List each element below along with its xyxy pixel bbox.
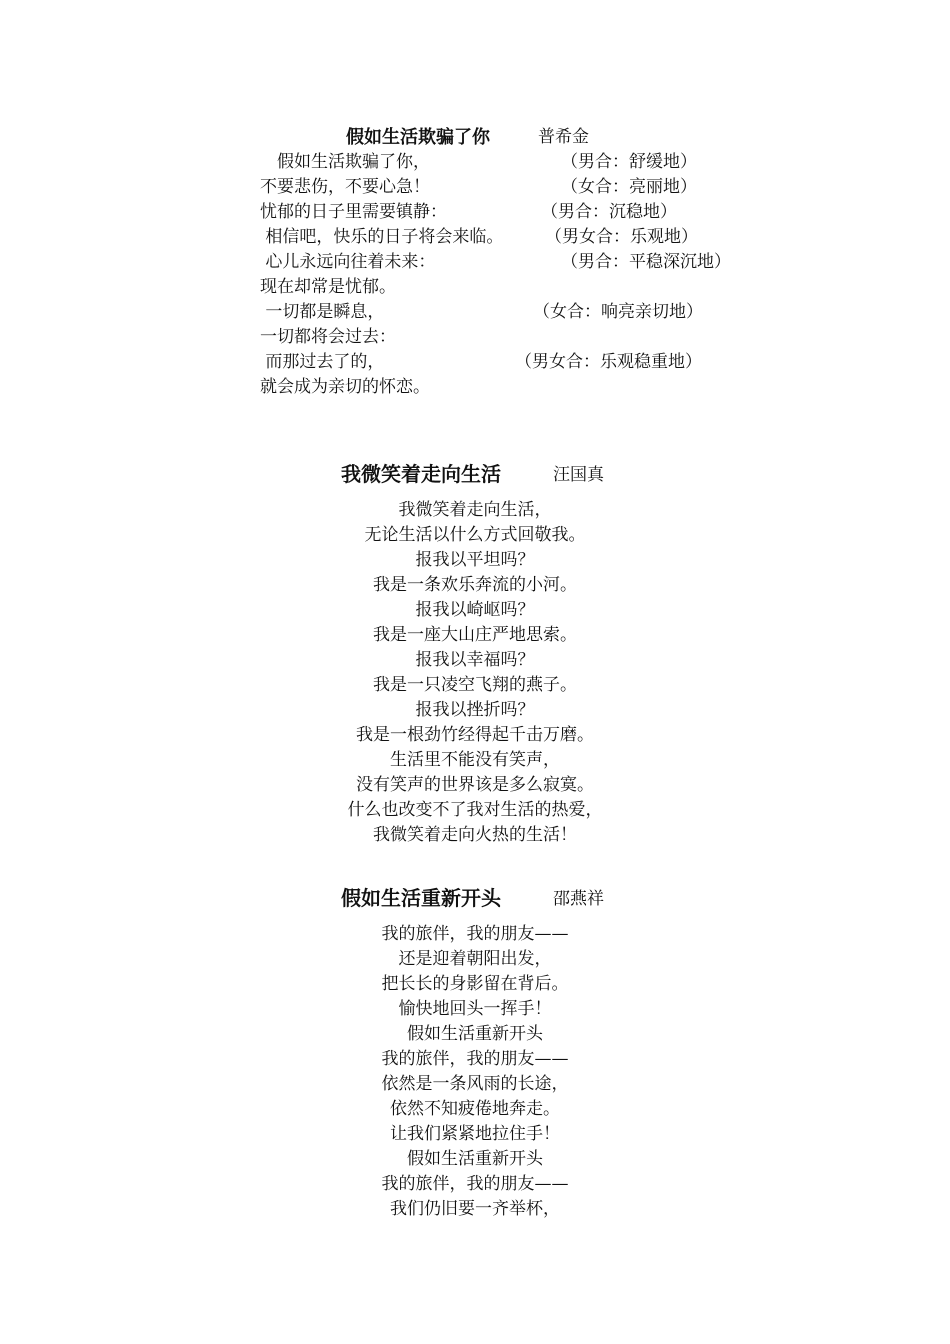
poem3-line: 我的旅伴，我的朋友—— bbox=[381, 1049, 569, 1069]
poem2-line: 报我以崎岖吗？ bbox=[415, 600, 535, 620]
poem3-line: 让我们紧紧地拉住手！ bbox=[390, 1124, 560, 1144]
poem1-note-1: （男合：舒缓地） bbox=[561, 152, 697, 172]
poem2-body bbox=[0, 498, 950, 848]
poem1-note-5: （男合：平稳深沉地） bbox=[561, 252, 731, 272]
poem2-line: 报我以幸福吗？ bbox=[415, 650, 535, 670]
poem1-line-1: 假如生活欺骗了你， bbox=[260, 152, 430, 172]
poem2-line: 无论生活以什么方式回敬我。 bbox=[364, 525, 586, 545]
poem2-line: 没有笑声的世界该是多么寂寞。 bbox=[356, 775, 594, 795]
poem1-note-9: （男女合：乐观稳重地） bbox=[515, 352, 702, 372]
poem1-line-9: 而那过去了的， bbox=[260, 352, 385, 372]
poem2-line: 我微笑着走向生活， bbox=[398, 500, 552, 520]
poem2-line: 生活里不能没有笑声， bbox=[390, 750, 560, 770]
poem1-note-2: （女合：亮丽地） bbox=[561, 177, 697, 197]
poem3-line: 还是迎着朝阳出发， bbox=[398, 949, 552, 969]
poem1-line-10: 就会成为亲切的怀恋。 bbox=[260, 377, 430, 397]
poem2-line: 什么也改变不了我对生活的热爱， bbox=[347, 800, 603, 820]
poem3-body bbox=[0, 922, 950, 1222]
poem3-line: 我们仍旧要一齐举杯， bbox=[390, 1199, 560, 1219]
poem2-line: 报我以平坦吗？ bbox=[415, 550, 535, 570]
poem3-title: 假如生活重新开头 bbox=[341, 886, 501, 910]
poem3-line: 依然是一条风雨的长途， bbox=[381, 1074, 569, 1094]
poem2-line: 我是一座大山庄严地思索。 bbox=[373, 625, 577, 645]
poem1-note-3: （男合：沉稳地） bbox=[541, 202, 677, 222]
poem3-line: 我的旅伴，我的朋友—— bbox=[381, 1174, 569, 1194]
poem1-line-7: 一切都是瞬息， bbox=[260, 302, 385, 322]
poem2-title: 我微笑着走向生活 bbox=[341, 462, 501, 486]
poem1-title: 假如生活欺骗了你 bbox=[346, 127, 490, 148]
poem1-author: 普希金 bbox=[538, 127, 589, 147]
poem3-line: 愉快地回头一挥手！ bbox=[398, 999, 552, 1019]
poem2-line: 报我以挫折吗？ bbox=[415, 700, 535, 720]
poem3-line: 假如生活重新开头 bbox=[407, 1149, 543, 1169]
poem1-line-5: 心儿永远向往着未来： bbox=[260, 252, 436, 272]
poem1-note-4: （男女合：乐观地） bbox=[545, 227, 698, 247]
poem1-line-6: 现在却常是忧郁。 bbox=[260, 277, 396, 297]
poem3-line: 把长长的身影留在背后。 bbox=[381, 974, 569, 994]
poem3-line: 依然不知疲倦地奔走。 bbox=[390, 1099, 560, 1119]
poem2-line: 我是一根劲竹经得起千击万磨。 bbox=[356, 725, 594, 745]
poem2-line: 我是一只凌空飞翔的燕子。 bbox=[373, 675, 577, 695]
poem2-line: 我是一条欢乐奔流的小河。 bbox=[373, 575, 577, 595]
poem2-author: 汪国真 bbox=[553, 465, 604, 485]
poem1-line-8: 一切都将会过去： bbox=[260, 327, 396, 347]
poem3-line: 我的旅伴，我的朋友—— bbox=[381, 924, 569, 944]
poem1-line-4: 相信吧，快乐的日子将会来临。 bbox=[260, 227, 504, 247]
poem1-line-3: 忧郁的日子里需要镇静： bbox=[260, 202, 447, 222]
poem1-note-7: （女合：响亮亲切地） bbox=[533, 302, 703, 322]
poem3-line: 假如生活重新开头 bbox=[407, 1024, 543, 1044]
poem3-author: 邵燕祥 bbox=[553, 889, 604, 909]
poem1-line-2: 不要悲伤，不要心急！ bbox=[260, 177, 430, 197]
poem2-line: 我微笑着走向火热的生活！ bbox=[373, 825, 577, 845]
